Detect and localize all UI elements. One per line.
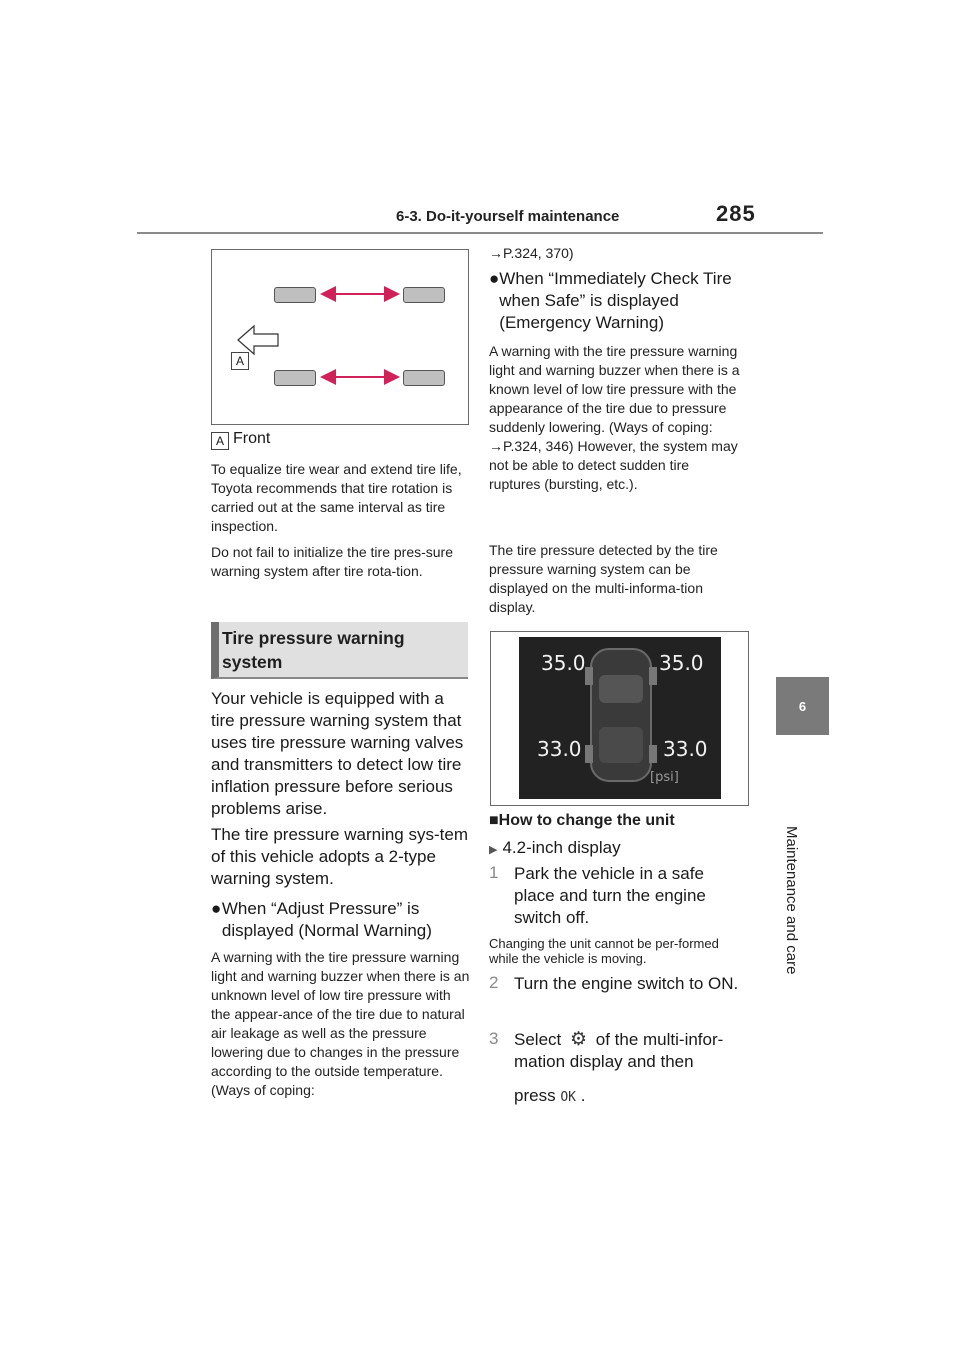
- gear-icon: ⚙: [569, 1029, 588, 1050]
- coping-reference: →P.324, 370): [489, 245, 574, 261]
- step-3-text: [514, 1029, 750, 1109]
- step-3-select: Select: [514, 1030, 562, 1049]
- tire-rotation-diagram: [211, 249, 469, 425]
- legend-a: A: [211, 432, 229, 450]
- step-3-press-line: [514, 1085, 750, 1109]
- two-type-paragraph: The tire pressure warning sys-tem of this vehicle adopts a 2-type warning system.: [211, 825, 468, 888]
- pressure-rear-right: 33.0: [663, 737, 708, 761]
- ok-button-icon: OK: [560, 1090, 576, 1105]
- page-number: 285: [716, 201, 756, 226]
- pressure-front-right: 35.0: [659, 651, 704, 675]
- equalize-paragraph: To equalize tire wear and extend tire life, Toyota recommends that tire rotation is carried out at the same interval as tire inspection.: [211, 461, 462, 534]
- front-arrow-icon: [238, 326, 278, 354]
- section-heading: Tire pressure warning system: [222, 628, 405, 672]
- pressure-rear-left: 33.0: [537, 737, 582, 761]
- step-3-middle: of the multi-infor-mation display and then: [514, 1030, 724, 1071]
- step-1-number: 1: [489, 863, 499, 882]
- callout-a: A: [231, 352, 249, 370]
- play-arrow-icon: ▶: [489, 844, 498, 856]
- chapter-number: 6: [798, 698, 807, 714]
- normal-warning-bullet: [211, 898, 471, 942]
- step-3-number: 3: [489, 1029, 499, 1048]
- step-2-text: Turn the engine switch to ON.: [514, 974, 739, 993]
- pressure-unit: [psi]: [650, 770, 679, 785]
- step-3-press: press: [514, 1086, 556, 1105]
- step-2-number: 2: [489, 973, 499, 992]
- initialize-paragraph: Do not fail to initialize the tire pres-sure warning system after tire rota-tion.: [211, 544, 453, 579]
- normal-warning-description: A warning with the tire pressure warning light and warning buzzer when there is an unknown level of low tire pressure with the appear-ance of the tire due to natural air leakage as well as the pressure lowering due to changes in the pressure according to the outside temperature. (Ways of coping:: [211, 949, 470, 1098]
- emergency-warning-text: When “Immediately Check Tire when Safe” is displayed (Emergency Warning): [499, 269, 732, 332]
- header-rule: [137, 232, 823, 234]
- display-description: The tire pressure detected by the tire pressure warning system can be displayed on the multi-informa-tion display.: [489, 542, 718, 615]
- step-3-end: .: [580, 1086, 586, 1105]
- bullet-icon: ●: [211, 899, 222, 918]
- emergency-warning-bullet: [489, 268, 749, 334]
- pressure-front-left: 35.0: [541, 651, 586, 675]
- section-title: 6-3. Do-it-yourself maintenance: [396, 208, 620, 225]
- unit-change-heading: ■How to change the unit: [489, 812, 675, 829]
- chapter-label: Maintenance and care: [783, 826, 800, 975]
- display-type-text: 4.2-inch display: [502, 838, 621, 857]
- emergency-warning-description: A warning with the tire pressure warning light and warning buzzer when there is a known level of low tire pressure with the appearance of the tire due to pressure suddenly lowering. (Ways of coping: →P.324, 346) However, the system may not be able to detect sudden tire ruptures (bursting, etc.).: [489, 343, 740, 492]
- unit-change-note: Changing the unit cannot be per-formed while the vehicle is moving.: [489, 936, 719, 966]
- rotation-arrows: [212, 250, 468, 424]
- normal-warning-text: When “Adjust Pressure” is displayed (Normal Warning): [221, 899, 432, 940]
- step-1-text: Park the vehicle in a safe place and turn the engine switch off.: [514, 864, 706, 927]
- multi-info-display: [519, 637, 721, 799]
- bullet-icon: ●: [489, 269, 500, 288]
- display-type-line: [489, 838, 621, 858]
- equipped-paragraph: Your vehicle is equipped with a tire pressure warning system that uses tire pressure warning valves and transmitters to detect low tire inflation pressure before serious problems arise.: [211, 689, 464, 818]
- legend-front: Front: [233, 430, 271, 447]
